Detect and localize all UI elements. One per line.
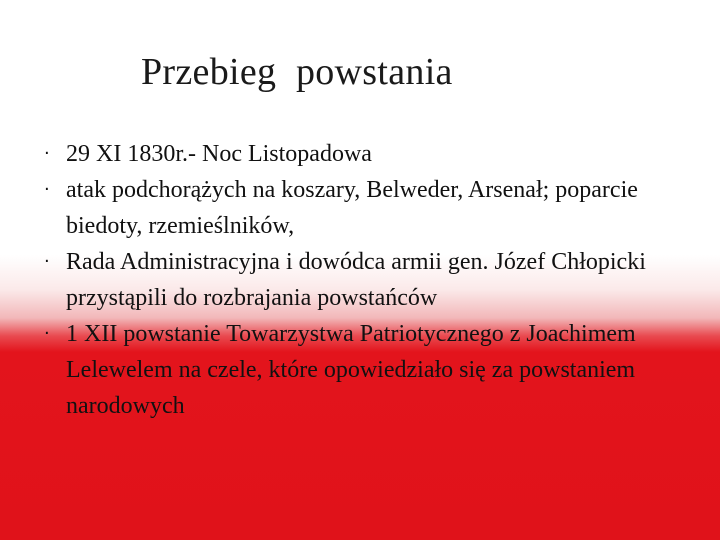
bullet-marker: · bbox=[44, 251, 50, 272]
bullet-list bbox=[44, 136, 704, 424]
bullet-text: Rada Administracyjna i dowódca armii gen. Józef Chłopicki przystąpili do rozbrajania powstańców bbox=[66, 249, 646, 311]
bullet-item-towarzystwo bbox=[44, 316, 704, 424]
bullet-marker: · bbox=[44, 323, 50, 344]
bullet-item-rada bbox=[44, 244, 704, 316]
bullet-item-atak bbox=[44, 172, 704, 244]
bullet-marker: · bbox=[44, 179, 50, 200]
bullet-item-noc-listopadowa bbox=[44, 136, 704, 172]
bullet-text: atak podchorążych na koszary, Belweder, Arsenał; poparcie biedoty, rzemieślników, bbox=[66, 177, 638, 239]
bullet-text: 1 XII powstanie Towarzystwa Patriotycznego z Joachimem Lelewelem na czele, które opowiedziało się za powstaniem narodowych bbox=[66, 321, 636, 419]
bullet-marker: · bbox=[44, 143, 50, 164]
bullet-text: 29 XI 1830r.- Noc Listopadowa bbox=[66, 141, 372, 167]
slide-title: Przebieg powstania bbox=[141, 51, 453, 93]
